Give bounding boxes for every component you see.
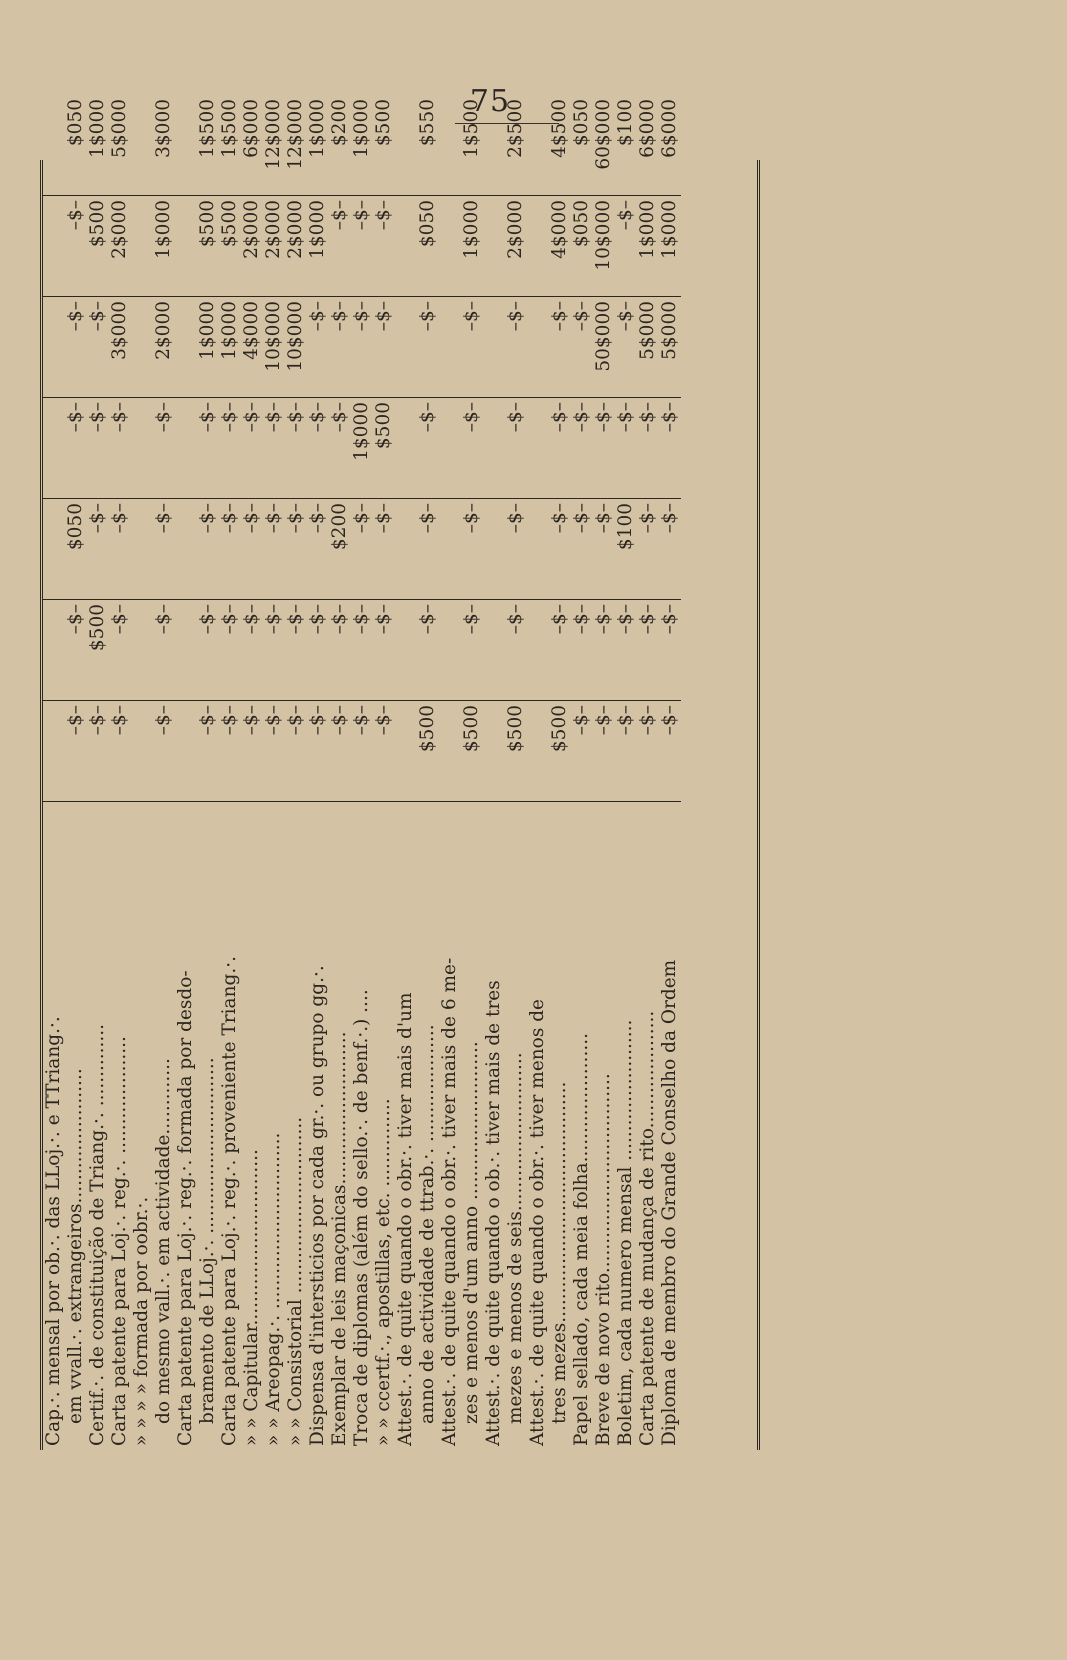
row-value-col-5: 10$000 bbox=[285, 297, 307, 398]
table-row bbox=[505, 95, 527, 1450]
row-value-col-6 bbox=[175, 196, 197, 297]
table-row bbox=[549, 95, 571, 1450]
row-description: Dispensa d'intersticios por cada gr.·. ou grupo gg.·. bbox=[307, 965, 328, 1446]
row-value-col-1: –$– bbox=[571, 701, 593, 802]
row-value-col-1: –$– bbox=[241, 701, 263, 802]
row-value-col-2 bbox=[175, 600, 197, 701]
row-value-col-2 bbox=[131, 600, 153, 701]
row-value-col-5 bbox=[395, 297, 417, 398]
row-value-col-2: –$– bbox=[109, 600, 131, 701]
row-value-col-4 bbox=[395, 398, 417, 499]
row-value-col-5: 4$000 bbox=[241, 297, 263, 398]
row-description: Certif.·. de constituição de Triang.·. .............. bbox=[87, 1023, 108, 1446]
row-value-col-6: –$– bbox=[65, 196, 87, 297]
row-description: Attest.·. de quite quando o obr.·. tiver menos de bbox=[527, 999, 548, 1446]
row-value-col-5: –$– bbox=[461, 297, 483, 398]
row-value-col-2 bbox=[395, 600, 417, 701]
row-value-col-4: –$– bbox=[263, 398, 285, 499]
row-value-col-7: 1$500 bbox=[197, 95, 219, 196]
row-value-col-3: –$– bbox=[241, 499, 263, 600]
row-value-col-6 bbox=[43, 196, 65, 297]
row-value-col-7: $500 bbox=[373, 95, 395, 196]
row-value-col-6: 1$000 bbox=[307, 196, 329, 297]
row-value-col-6: 2$000 bbox=[505, 196, 527, 297]
row-value-col-7: 1$000 bbox=[351, 95, 373, 196]
row-value-col-2: –$– bbox=[417, 600, 439, 701]
row-value-col-2: –$– bbox=[65, 600, 87, 701]
row-description: Troca de diplomas (além do sello.·. de benf.·.) .... bbox=[351, 989, 372, 1446]
row-description: Carta patente de mudança de rito.................... bbox=[637, 1010, 658, 1446]
row-value-col-2: –$– bbox=[153, 600, 175, 701]
row-value-col-3 bbox=[483, 499, 505, 600]
row-value-col-4: –$– bbox=[329, 398, 351, 499]
row-value-col-5 bbox=[175, 297, 197, 398]
row-value-col-4: –$– bbox=[197, 398, 219, 499]
row-value-col-4: –$– bbox=[417, 398, 439, 499]
row-value-col-2: –$– bbox=[461, 600, 483, 701]
row-value-col-7: $050 bbox=[571, 95, 593, 196]
row-value-col-4 bbox=[483, 398, 505, 499]
row-description: Attest.·. de quite quando o obr.·. tiver mais de 6 me- bbox=[439, 957, 460, 1446]
row-value-col-1 bbox=[131, 701, 153, 802]
row-value-col-5: 2$000 bbox=[153, 297, 175, 398]
table-row bbox=[373, 95, 395, 1450]
table-row bbox=[439, 95, 461, 1450]
row-description: tres mezes......................................... bbox=[549, 1081, 570, 1424]
row-value-col-6: –$– bbox=[373, 196, 395, 297]
row-value-col-3 bbox=[131, 499, 153, 600]
row-value-col-6: 1$000 bbox=[637, 196, 659, 297]
table-row bbox=[637, 95, 659, 1450]
row-value-col-2: –$– bbox=[659, 600, 681, 701]
row-value-col-6: –$– bbox=[615, 196, 637, 297]
row-value-col-2: –$– bbox=[571, 600, 593, 701]
table-row bbox=[527, 95, 549, 1450]
row-value-col-7: 12$000 bbox=[285, 95, 307, 196]
row-value-col-2: –$– bbox=[285, 600, 307, 701]
row-value-col-1: –$– bbox=[87, 701, 109, 802]
row-value-col-1 bbox=[527, 701, 549, 802]
row-value-col-5: –$– bbox=[615, 297, 637, 398]
row-value-col-5 bbox=[131, 297, 153, 398]
table-row bbox=[241, 95, 263, 1450]
table-row bbox=[483, 95, 505, 1450]
row-value-col-4: –$– bbox=[109, 398, 131, 499]
row-value-col-5 bbox=[43, 297, 65, 398]
fee-table-grid bbox=[43, 95, 681, 1450]
row-value-col-1 bbox=[483, 701, 505, 802]
row-value-col-7 bbox=[483, 95, 505, 196]
row-value-col-1: –$– bbox=[593, 701, 615, 802]
row-value-col-1: –$– bbox=[329, 701, 351, 802]
row-description: em vvall.·. extrangeiros....................... bbox=[65, 1068, 86, 1424]
row-value-col-5: –$– bbox=[417, 297, 439, 398]
row-value-col-7: 12$000 bbox=[263, 95, 285, 196]
row-value-col-1 bbox=[43, 701, 65, 802]
row-value-col-7: 1$500 bbox=[461, 95, 483, 196]
row-value-col-1: –$– bbox=[351, 701, 373, 802]
row-description: » » ccertf.·., apostillas, etc. ............... bbox=[373, 1098, 394, 1446]
row-value-col-1 bbox=[439, 701, 461, 802]
row-value-col-4: 1$000 bbox=[351, 398, 373, 499]
table-row bbox=[197, 95, 219, 1450]
row-value-col-3: $200 bbox=[329, 499, 351, 600]
row-value-col-7: 2$500 bbox=[505, 95, 527, 196]
row-value-col-7: 1$000 bbox=[307, 95, 329, 196]
row-value-col-1 bbox=[175, 701, 197, 802]
row-description: anno de actividade de ttrab.·. .................... bbox=[417, 1024, 438, 1424]
table-row bbox=[307, 95, 329, 1450]
row-description: zes e menos d'um anno ........................... bbox=[461, 1041, 482, 1424]
row-description: » » » » formada por oobr.·. bbox=[131, 1196, 152, 1446]
row-value-col-5 bbox=[439, 297, 461, 398]
row-value-col-1: –$– bbox=[285, 701, 307, 802]
table-row bbox=[153, 95, 175, 1450]
table-row bbox=[285, 95, 307, 1450]
row-value-col-3: –$– bbox=[109, 499, 131, 600]
row-description: Carta patente para Loj.·. reg.·. proveniente Triang.·. bbox=[219, 956, 240, 1446]
row-value-col-6: –$– bbox=[329, 196, 351, 297]
row-value-col-4: –$– bbox=[285, 398, 307, 499]
row-value-col-4: –$– bbox=[241, 398, 263, 499]
table-row bbox=[593, 95, 615, 1450]
row-value-col-5: –$– bbox=[549, 297, 571, 398]
row-value-col-3: –$– bbox=[659, 499, 681, 600]
row-value-col-6: $050 bbox=[571, 196, 593, 297]
row-value-col-2: –$– bbox=[197, 600, 219, 701]
row-value-col-6: 2$000 bbox=[241, 196, 263, 297]
row-value-col-5: –$– bbox=[329, 297, 351, 398]
row-value-col-3 bbox=[527, 499, 549, 600]
table-row bbox=[219, 95, 241, 1450]
row-value-col-2 bbox=[43, 600, 65, 701]
row-value-col-3: $050 bbox=[65, 499, 87, 600]
table-row bbox=[351, 95, 373, 1450]
row-value-col-7 bbox=[527, 95, 549, 196]
row-value-col-3: –$– bbox=[571, 499, 593, 600]
row-value-col-4: –$– bbox=[307, 398, 329, 499]
row-value-col-4 bbox=[527, 398, 549, 499]
row-value-col-5: –$– bbox=[505, 297, 527, 398]
row-value-col-2: –$– bbox=[241, 600, 263, 701]
row-value-col-3: –$– bbox=[373, 499, 395, 600]
row-description: » » Consistorial .............................. bbox=[285, 1116, 306, 1446]
row-value-col-3: –$– bbox=[637, 499, 659, 600]
row-value-col-7 bbox=[43, 95, 65, 196]
row-value-col-7: 1$000 bbox=[87, 95, 109, 196]
row-value-col-7 bbox=[131, 95, 153, 196]
row-description: Attest.·. de quite quando o obr.·. tiver mais d'um bbox=[395, 992, 416, 1446]
row-value-col-7: 4$500 bbox=[549, 95, 571, 196]
row-description: Breve de novo rito.................................. bbox=[593, 1073, 614, 1446]
row-value-col-1: –$– bbox=[219, 701, 241, 802]
row-value-col-5: 10$000 bbox=[263, 297, 285, 398]
row-value-col-5: –$– bbox=[87, 297, 109, 398]
row-value-col-1: $500 bbox=[417, 701, 439, 802]
row-value-col-5: 1$000 bbox=[197, 297, 219, 398]
row-value-col-7: 5$000 bbox=[109, 95, 131, 196]
row-value-col-2: –$– bbox=[593, 600, 615, 701]
row-value-col-2 bbox=[527, 600, 549, 701]
row-value-col-6: 2$000 bbox=[109, 196, 131, 297]
row-value-col-4 bbox=[175, 398, 197, 499]
row-value-col-3 bbox=[395, 499, 417, 600]
row-value-col-4 bbox=[43, 398, 65, 499]
row-value-col-6 bbox=[483, 196, 505, 297]
row-value-col-3: –$– bbox=[153, 499, 175, 600]
row-value-col-1: –$– bbox=[615, 701, 637, 802]
row-value-col-3: $100 bbox=[615, 499, 637, 600]
row-value-col-1: –$– bbox=[109, 701, 131, 802]
row-value-col-3 bbox=[175, 499, 197, 600]
row-value-col-7: 3$000 bbox=[153, 95, 175, 196]
row-value-col-1: –$– bbox=[373, 701, 395, 802]
row-value-col-1: –$– bbox=[307, 701, 329, 802]
row-value-col-5: –$– bbox=[307, 297, 329, 398]
row-value-col-2 bbox=[483, 600, 505, 701]
row-value-col-3: –$– bbox=[219, 499, 241, 600]
row-value-col-3: –$– bbox=[417, 499, 439, 600]
table-row bbox=[109, 95, 131, 1450]
table-row bbox=[87, 95, 109, 1450]
row-value-col-5: 3$000 bbox=[109, 297, 131, 398]
table-row bbox=[329, 95, 351, 1450]
row-value-col-6 bbox=[395, 196, 417, 297]
row-value-col-6 bbox=[131, 196, 153, 297]
row-value-col-3: –$– bbox=[197, 499, 219, 600]
row-description: » » Capitular.............................. bbox=[241, 1149, 262, 1446]
row-value-col-6: 4$000 bbox=[549, 196, 571, 297]
table-row bbox=[417, 95, 439, 1450]
table-row bbox=[263, 95, 285, 1450]
row-description: Boletim, cada numero mensal ........................ bbox=[615, 1019, 636, 1446]
row-value-col-4: –$– bbox=[615, 398, 637, 499]
row-value-col-4: –$– bbox=[219, 398, 241, 499]
row-value-col-7: $200 bbox=[329, 95, 351, 196]
row-value-col-4: –$– bbox=[65, 398, 87, 499]
row-description: mezes e menos de seis........................... bbox=[505, 1052, 526, 1424]
row-value-col-3 bbox=[43, 499, 65, 600]
row-value-col-6: 2$000 bbox=[285, 196, 307, 297]
row-value-col-7: 60$000 bbox=[593, 95, 615, 196]
row-value-col-6: 1$000 bbox=[153, 196, 175, 297]
row-value-col-3: –$– bbox=[549, 499, 571, 600]
row-value-col-3: –$– bbox=[285, 499, 307, 600]
row-value-col-4: –$– bbox=[153, 398, 175, 499]
row-value-col-4 bbox=[439, 398, 461, 499]
row-value-col-5: –$– bbox=[373, 297, 395, 398]
row-value-col-7: 6$000 bbox=[659, 95, 681, 196]
row-value-col-6 bbox=[439, 196, 461, 297]
row-value-col-5: –$– bbox=[351, 297, 373, 398]
row-value-col-1: $500 bbox=[461, 701, 483, 802]
row-value-col-6: $500 bbox=[87, 196, 109, 297]
row-value-col-5: 5$000 bbox=[637, 297, 659, 398]
row-value-col-2: –$– bbox=[351, 600, 373, 701]
row-value-col-5: 1$000 bbox=[219, 297, 241, 398]
row-value-col-6: $050 bbox=[417, 196, 439, 297]
table-row bbox=[395, 95, 417, 1450]
row-value-col-4: –$– bbox=[593, 398, 615, 499]
row-value-col-7: 6$000 bbox=[241, 95, 263, 196]
row-value-col-1: –$– bbox=[153, 701, 175, 802]
row-value-col-2: –$– bbox=[549, 600, 571, 701]
row-value-col-6 bbox=[527, 196, 549, 297]
row-value-col-3: –$– bbox=[461, 499, 483, 600]
row-value-col-4: $500 bbox=[373, 398, 395, 499]
table-row bbox=[461, 95, 483, 1450]
row-value-col-1: –$– bbox=[659, 701, 681, 802]
row-value-col-6: 2$000 bbox=[263, 196, 285, 297]
row-value-col-2: –$– bbox=[615, 600, 637, 701]
row-description: Cap.·. mensal por ob.·. das LLoj.·. e TTriang.·. bbox=[43, 1016, 64, 1446]
row-description: Carta patente para Loj.·. reg.·. .................... bbox=[109, 1036, 130, 1446]
row-value-col-5 bbox=[483, 297, 505, 398]
row-value-col-2: –$– bbox=[637, 600, 659, 701]
row-value-col-5: –$– bbox=[571, 297, 593, 398]
row-value-col-3: –$– bbox=[87, 499, 109, 600]
table-row bbox=[43, 95, 65, 1450]
row-value-col-7: $050 bbox=[65, 95, 87, 196]
row-description: Diploma de membro do Grande Conselho da Ordem bbox=[659, 959, 680, 1446]
row-value-col-6: 1$000 bbox=[461, 196, 483, 297]
row-value-col-6: –$– bbox=[351, 196, 373, 297]
row-value-col-2: –$– bbox=[329, 600, 351, 701]
row-value-col-5: 50$000 bbox=[593, 297, 615, 398]
table-row bbox=[175, 95, 197, 1450]
row-value-col-5 bbox=[527, 297, 549, 398]
row-value-col-3: –$– bbox=[505, 499, 527, 600]
page-number: 75 bbox=[469, 84, 511, 119]
row-value-col-4: –$– bbox=[637, 398, 659, 499]
row-description: do mesmo vall.·. em actividade............. bbox=[153, 1058, 174, 1424]
row-value-col-6: $500 bbox=[197, 196, 219, 297]
table-row bbox=[571, 95, 593, 1450]
row-description: Carta patente para Loj.·. reg.·. formada por desdo- bbox=[175, 970, 196, 1446]
row-value-col-3: –$– bbox=[593, 499, 615, 600]
row-value-col-7: 6$000 bbox=[637, 95, 659, 196]
row-value-col-5: 5$000 bbox=[659, 297, 681, 398]
row-value-col-3 bbox=[439, 499, 461, 600]
row-value-col-3: –$– bbox=[351, 499, 373, 600]
row-value-col-1: –$– bbox=[637, 701, 659, 802]
row-value-col-1: –$– bbox=[263, 701, 285, 802]
row-value-col-2: –$– bbox=[373, 600, 395, 701]
row-value-col-1 bbox=[395, 701, 417, 802]
row-description: Attest.·. de quite quando o ob.·. tiver mais de tres bbox=[483, 980, 504, 1446]
table-row bbox=[65, 95, 87, 1450]
row-value-col-4 bbox=[131, 398, 153, 499]
row-value-col-1: –$– bbox=[197, 701, 219, 802]
row-description: Exemplar de leis maçonicas.......................... bbox=[329, 1031, 350, 1446]
row-value-col-2: –$– bbox=[505, 600, 527, 701]
row-value-col-1: –$– bbox=[65, 701, 87, 802]
row-value-col-6: $500 bbox=[219, 196, 241, 297]
fee-table-body bbox=[43, 95, 681, 1450]
table-row bbox=[659, 95, 681, 1450]
row-value-col-4: –$– bbox=[659, 398, 681, 499]
row-value-col-4: –$– bbox=[505, 398, 527, 499]
row-value-col-2: $500 bbox=[87, 600, 109, 701]
row-value-col-7 bbox=[395, 95, 417, 196]
row-value-col-2: –$– bbox=[263, 600, 285, 701]
row-value-col-4: –$– bbox=[549, 398, 571, 499]
row-value-col-7 bbox=[175, 95, 197, 196]
row-value-col-7: $550 bbox=[417, 95, 439, 196]
row-description: » » Areopag.·. .............................. bbox=[263, 1132, 284, 1446]
table-row bbox=[615, 95, 637, 1450]
row-value-col-2 bbox=[439, 600, 461, 701]
row-value-col-5: –$– bbox=[65, 297, 87, 398]
row-value-col-2: –$– bbox=[219, 600, 241, 701]
row-value-col-7: 1$500 bbox=[219, 95, 241, 196]
row-value-col-3: –$– bbox=[307, 499, 329, 600]
row-value-col-4: –$– bbox=[461, 398, 483, 499]
row-description: Papel sellado, cada meia folha...................... bbox=[571, 1033, 592, 1446]
row-value-col-3: –$– bbox=[263, 499, 285, 600]
row-value-col-6: 10$000 bbox=[593, 196, 615, 297]
row-description: bramento de LLoj.·. .............................. bbox=[197, 1057, 218, 1424]
row-value-col-1: $500 bbox=[549, 701, 571, 802]
row-value-col-7: $100 bbox=[615, 95, 637, 196]
row-value-col-1: $500 bbox=[505, 701, 527, 802]
row-value-col-4: –$– bbox=[87, 398, 109, 499]
row-value-col-4: –$– bbox=[571, 398, 593, 499]
table-row bbox=[131, 95, 153, 1450]
row-value-col-7 bbox=[439, 95, 461, 196]
row-value-col-6: 1$000 bbox=[659, 196, 681, 297]
row-value-col-2: –$– bbox=[307, 600, 329, 701]
